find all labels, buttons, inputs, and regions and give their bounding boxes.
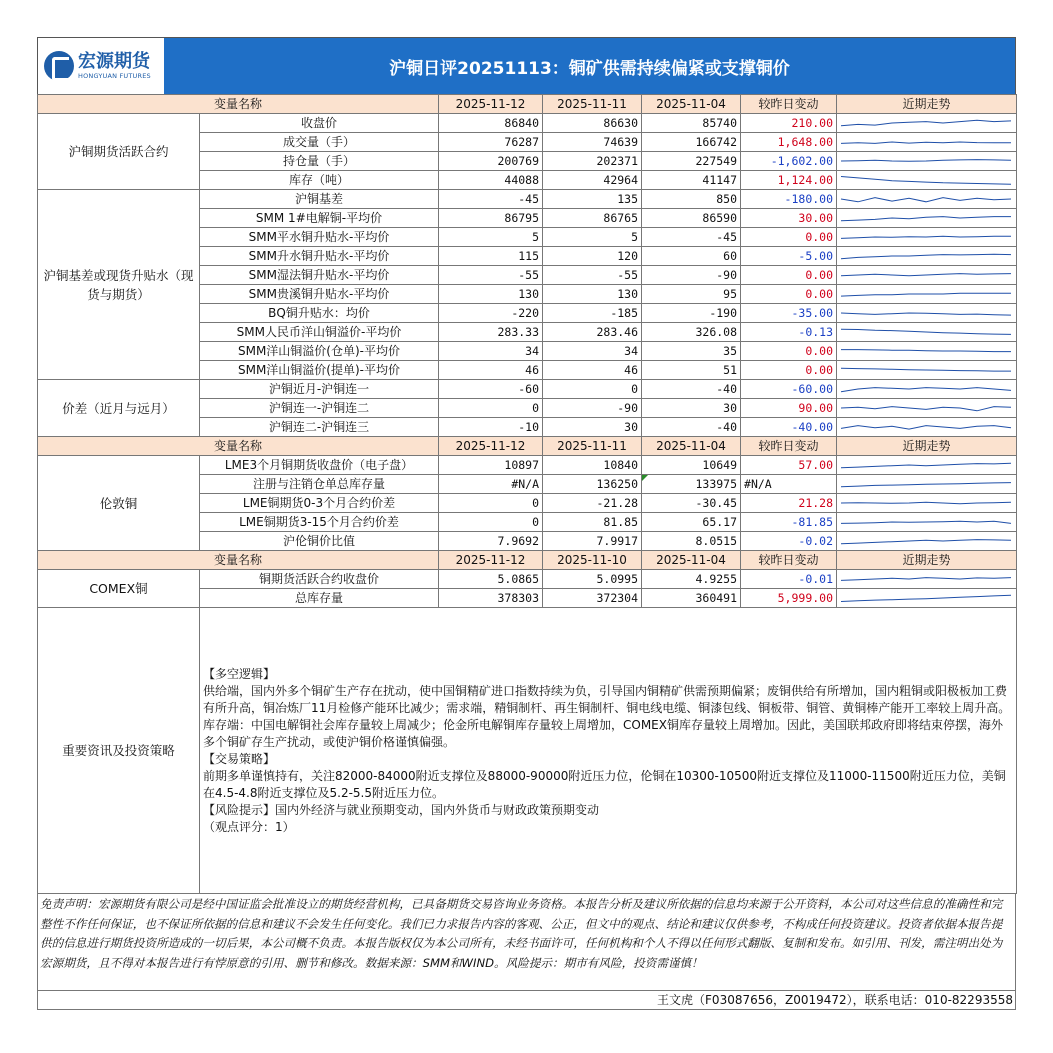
trend-line	[841, 236, 1011, 238]
value-date-2: 10840	[543, 456, 642, 475]
value-date-3: 35	[642, 342, 741, 361]
trend-line	[841, 388, 1011, 392]
trend-cell	[837, 532, 1017, 551]
disclaimer: 免责声明：宏源期货有限公司是经中国证监会批准设立的期货经营机构，已具备期货交易咨询业务资格。本报告分析及建议所依据的信息均来源于公开资料，本公司对这些信息的准确性和完整性不作任何保证，也不保证所依据的信息和建议不会发生任何变化。我们已力求报告内容的客观、公正，但文中的观点、结论和建议仅供参考，不构成任何投资建议。投资者依据本报告提供的信息进行期货投资所造成的一切后果，本公司概不负责。本报告版权仅为本公司所有，未经书面许可，任何机构和个人不得以任何形式翻版、复制和发布。如引用、刊发，需注明出处为宏源期货，且不得对本报告进行有悖原意的引用、删节和修改。数据来源：SMM和WIND。风险提示：期市有风险，投资需谨慎！	[37, 894, 1016, 991]
risk-line	[203, 802, 1013, 819]
value-date-1: 378303	[439, 589, 543, 608]
header-date-3: 2025-11-04	[642, 551, 741, 570]
change-value: 210.00	[741, 114, 837, 133]
trend-line	[841, 142, 1011, 143]
value-date-2: 81.85	[543, 513, 642, 532]
header-trend: 近期走势	[837, 551, 1017, 570]
variable-name: SMM湿法铜升贴水-平均价	[200, 266, 439, 285]
value-date-2: 46	[543, 361, 642, 380]
header-date-3: 2025-11-04	[642, 95, 741, 114]
variable-name: SMM洋山铜溢价(仓单)-平均价	[200, 342, 439, 361]
value-date-3: 133975	[642, 475, 741, 494]
trend-line	[841, 483, 1011, 487]
value-date-1: 5.0865	[439, 570, 543, 589]
trend-sparkline	[839, 401, 1013, 415]
logo-name-en: HONGYUAN FUTURES	[78, 72, 151, 80]
trend-sparkline	[839, 230, 1013, 244]
group-label: 沪铜基差或现货升贴水（现货与期货）	[38, 190, 200, 380]
value-date-1: 10897	[439, 456, 543, 475]
trend-sparkline	[839, 515, 1013, 529]
trend-sparkline	[839, 496, 1013, 510]
variable-name: 沪铜连二-沪铜连三	[200, 418, 439, 437]
value-date-3: -45	[642, 228, 741, 247]
value-date-2: 0	[543, 380, 642, 399]
change-value: 0.00	[741, 228, 837, 247]
trend-sparkline	[839, 382, 1013, 396]
value-date-2: -21.28	[543, 494, 642, 513]
header-change: 较昨日变动	[741, 551, 837, 570]
header-variable: 变量名称	[38, 551, 439, 570]
value-date-3: 41147	[642, 171, 741, 190]
table-row	[38, 114, 1017, 133]
trade-title: 【交易策略】	[203, 751, 276, 766]
value-date-3: 60	[642, 247, 741, 266]
value-date-2: 120	[543, 247, 642, 266]
trend-line	[841, 198, 1011, 202]
value-date-1: 76287	[439, 133, 543, 152]
trend-cell	[837, 513, 1017, 532]
group-label: COMEX铜	[38, 570, 200, 608]
trend-sparkline	[839, 477, 1013, 491]
header-date-2: 2025-11-11	[543, 95, 642, 114]
trend-line	[841, 313, 1011, 315]
trend-cell	[837, 475, 1017, 494]
value-date-2: 7.9917	[543, 532, 642, 551]
trend-cell	[837, 380, 1017, 399]
header-date-1: 2025-11-12	[439, 95, 543, 114]
variable-name: 总库存量	[200, 589, 439, 608]
change-value: -35.00	[741, 304, 837, 323]
value-date-2: 42964	[543, 171, 642, 190]
variable-name: SMM 1#电解铜-平均价	[200, 209, 439, 228]
header-date-1: 2025-11-12	[439, 437, 543, 456]
change-value: 5,999.00	[741, 589, 837, 608]
group-label: 价差（近月与远月）	[38, 380, 200, 437]
trend-sparkline	[839, 116, 1013, 130]
trend-cell	[837, 228, 1017, 247]
table-row	[38, 380, 1017, 399]
trend-line	[841, 217, 1011, 221]
variable-name: 沪铜近月-沪铜连一	[200, 380, 439, 399]
header-change: 较昨日变动	[741, 95, 837, 114]
value-date-2: 5	[543, 228, 642, 247]
value-date-2: -90	[543, 399, 642, 418]
trend-sparkline	[839, 534, 1013, 548]
variable-name: 沪铜连一-沪铜连二	[200, 399, 439, 418]
variable-name: 沪伦铜价比值	[200, 532, 439, 551]
group-label: 沪铜期货活跃合约	[38, 114, 200, 190]
logic-text: 供给端，国内外多个铜矿生产存在扰动，使中国铜精矿进口指数持续为负，引导国内铜精矿供需预期偏紧；废铜供给有所增加，国内粗铜或阳极板加工费有所升高，铜冶炼厂11月检修产能环比减少；需求端，精铜制杆、再生铜制杆、铜电线电缆、铜漆包线、铜板带、铜管、黄铜棒产能开工率较上周升高。库存端：中国电解铜社会库存量较上周减少；伦金所电解铜库存量较上周增加，COMEX铜库存量较上周增加。因此，美国联邦政府即将结束停摆，海外多个铜矿存生产扰动，或使沪铜价格谨慎偏强。	[203, 683, 1011, 749]
strategy-row	[38, 608, 1017, 894]
risk-text: 国内外经济与就业预期变动，国内外货币与财政政策预期变动	[275, 802, 600, 817]
value-date-3: 65.17	[642, 513, 741, 532]
variable-name: SMM洋山铜溢价(提单)-平均价	[200, 361, 439, 380]
variable-name: SMM人民币洋山铜溢价-平均价	[200, 323, 439, 342]
change-value: -40.00	[741, 418, 837, 437]
table-row	[38, 570, 1017, 589]
change-value: #N/A	[741, 475, 837, 494]
value-date-1: 0	[439, 399, 543, 418]
change-value: -60.00	[741, 380, 837, 399]
column-header-row	[38, 551, 1017, 570]
value-date-2: -55	[543, 266, 642, 285]
trend-line	[841, 368, 1011, 371]
trend-line	[841, 463, 1011, 468]
value-date-3: 4.9255	[642, 570, 741, 589]
trend-sparkline	[839, 211, 1013, 225]
trend-sparkline	[839, 458, 1013, 472]
trend-line	[841, 595, 1011, 601]
trend-cell	[837, 285, 1017, 304]
value-date-2: 136250	[543, 475, 642, 494]
value-date-3: 850	[642, 190, 741, 209]
value-date-3: 8.0515	[642, 532, 741, 551]
variable-name: 注册与注销仓单总库存量	[200, 475, 439, 494]
change-value: 0.00	[741, 361, 837, 380]
column-header-row	[38, 95, 1017, 114]
trend-cell	[837, 456, 1017, 475]
trend-cell	[837, 323, 1017, 342]
analyst-contact: 王文虎（F03087656，Z0019472），联系电话：010-82293558	[37, 991, 1016, 1010]
trend-cell	[837, 570, 1017, 589]
strategy-content	[200, 608, 1017, 894]
trend-sparkline	[839, 325, 1013, 339]
value-date-1: 7.9692	[439, 532, 543, 551]
value-date-1: 200769	[439, 152, 543, 171]
value-date-3: 360491	[642, 589, 741, 608]
value-date-1: 115	[439, 247, 543, 266]
change-value: -1,602.00	[741, 152, 837, 171]
value-date-1: 34	[439, 342, 543, 361]
header-date-2: 2025-11-10	[543, 551, 642, 570]
trend-cell	[837, 361, 1017, 380]
trend-cell	[837, 190, 1017, 209]
value-date-3: 326.08	[642, 323, 741, 342]
value-date-3: 227549	[642, 152, 741, 171]
value-date-3: -90	[642, 266, 741, 285]
trend-line	[841, 329, 1011, 334]
value-date-2: 86765	[543, 209, 642, 228]
trend-sparkline	[839, 249, 1013, 263]
change-value: -180.00	[741, 190, 837, 209]
variable-name: 铜期货活跃合约收盘价	[200, 570, 439, 589]
value-date-1: -220	[439, 304, 543, 323]
trend-sparkline	[839, 287, 1013, 301]
change-value: -81.85	[741, 513, 837, 532]
value-date-1: 5	[439, 228, 543, 247]
trend-sparkline	[839, 591, 1013, 605]
value-date-1: -45	[439, 190, 543, 209]
variable-name: LME3个月铜期货收盘价（电子盘）	[200, 456, 439, 475]
trend-line	[841, 407, 1011, 411]
value-date-3: -190	[642, 304, 741, 323]
change-value: 0.00	[741, 266, 837, 285]
header-change: 较昨日变动	[741, 437, 837, 456]
trend-cell	[837, 304, 1017, 323]
value-date-1: 86795	[439, 209, 543, 228]
change-value: -5.00	[741, 247, 837, 266]
strategy-label: 重要资讯及投资策略	[38, 608, 200, 894]
view-score: （观点评分：1）	[203, 819, 295, 834]
variable-name: 持仓量（手）	[200, 152, 439, 171]
value-date-1: -10	[439, 418, 543, 437]
trend-line	[841, 274, 1011, 276]
header-trend: 近期走势	[837, 95, 1017, 114]
trend-cell	[837, 418, 1017, 437]
trend-line	[841, 120, 1011, 126]
trend-cell	[837, 399, 1017, 418]
logic-title: 【多空逻辑】	[203, 666, 276, 681]
change-value: 21.28	[741, 494, 837, 513]
header-variable: 变量名称	[38, 437, 439, 456]
trade-text: 前期多单谨慎持有，关注82000-84000附近支撑位及88000-90000附近压力位，伦铜在10300-10500附近支撑位及11000-11500附近压力位，美铜在4.5-4.8附近支撑位及5.2-5.5附近压力位。	[203, 768, 1006, 800]
value-date-2: 135	[543, 190, 642, 209]
variable-name: LME铜期货3-15个月合约价差	[200, 513, 439, 532]
value-date-1: -55	[439, 266, 543, 285]
value-date-3: 166742	[642, 133, 741, 152]
trend-cell	[837, 114, 1017, 133]
change-value: -0.13	[741, 323, 837, 342]
company-logo	[38, 38, 164, 94]
change-value: 57.00	[741, 456, 837, 475]
column-header-row	[38, 437, 1017, 456]
trend-cell	[837, 209, 1017, 228]
trend-cell	[837, 589, 1017, 608]
value-date-1: 44088	[439, 171, 543, 190]
value-date-2: 372304	[543, 589, 642, 608]
trend-sparkline	[839, 572, 1013, 586]
value-date-2: 74639	[543, 133, 642, 152]
change-value: 30.00	[741, 209, 837, 228]
variable-name: 收盘价	[200, 114, 439, 133]
table-row	[38, 456, 1017, 475]
trend-sparkline	[839, 344, 1013, 358]
trend-sparkline	[839, 363, 1013, 377]
value-date-2: 5.0995	[543, 570, 642, 589]
logo-icon	[44, 51, 74, 81]
trend-cell	[837, 266, 1017, 285]
value-date-3: 51	[642, 361, 741, 380]
header-variable: 变量名称	[38, 95, 439, 114]
trend-line	[841, 293, 1011, 296]
value-date-2: 86630	[543, 114, 642, 133]
value-date-3: 86590	[642, 209, 741, 228]
logo-name-cn: 宏源期货	[78, 51, 150, 72]
trend-cell	[837, 247, 1017, 266]
value-date-3: -40	[642, 418, 741, 437]
value-date-3: -30.45	[642, 494, 741, 513]
value-date-3: 30	[642, 399, 741, 418]
value-date-3: 95	[642, 285, 741, 304]
change-value: 0.00	[741, 285, 837, 304]
value-date-2: 30	[543, 418, 642, 437]
change-value: 1,124.00	[741, 171, 837, 190]
variable-name: BQ铜升贴水：均价	[200, 304, 439, 323]
trend-line	[841, 177, 1011, 185]
trend-line	[841, 578, 1011, 581]
data-table	[37, 94, 1017, 894]
report-sheet	[37, 37, 1016, 1010]
value-date-3: 10649	[642, 456, 741, 475]
trend-line	[841, 426, 1011, 430]
value-date-2: 130	[543, 285, 642, 304]
value-date-1: 86840	[439, 114, 543, 133]
trend-sparkline	[839, 154, 1013, 168]
value-date-2: 283.46	[543, 323, 642, 342]
value-date-1: 0	[439, 494, 543, 513]
variable-name: LME铜期货0-3个月合约价差	[200, 494, 439, 513]
trend-line	[841, 350, 1011, 352]
trend-line	[841, 540, 1011, 544]
value-date-2: -185	[543, 304, 642, 323]
change-value: -0.01	[741, 570, 837, 589]
trend-line	[841, 254, 1011, 258]
value-date-1: 0	[439, 513, 543, 532]
variable-name: SMM升水铜升贴水-平均价	[200, 247, 439, 266]
header-date-2: 2025-11-11	[543, 437, 642, 456]
trend-cell	[837, 133, 1017, 152]
trend-cell	[837, 152, 1017, 171]
variable-name: 成交量（手）	[200, 133, 439, 152]
value-date-3: 85740	[642, 114, 741, 133]
trend-sparkline	[839, 173, 1013, 187]
variable-name: 库存（吨）	[200, 171, 439, 190]
change-value: 90.00	[741, 399, 837, 418]
trend-cell	[837, 171, 1017, 190]
trend-sparkline	[839, 268, 1013, 282]
header-date-1: 2025-11-12	[439, 551, 543, 570]
report-header	[37, 37, 1016, 94]
value-date-1: -60	[439, 380, 543, 399]
value-date-2: 202371	[543, 152, 642, 171]
report-title: 沪铜日评20251113：铜矿供需持续偏紧或支撑铜价	[164, 38, 1015, 94]
value-date-1: 283.33	[439, 323, 543, 342]
trend-sparkline	[839, 420, 1013, 434]
change-value: -0.02	[741, 532, 837, 551]
trend-cell	[837, 342, 1017, 361]
value-date-2: 34	[543, 342, 642, 361]
trend-line	[841, 521, 1011, 523]
trend-line	[841, 160, 1011, 162]
trend-line	[841, 502, 1011, 503]
value-date-3: -40	[642, 380, 741, 399]
risk-title: 【风险提示】	[203, 802, 276, 817]
value-date-1: 130	[439, 285, 543, 304]
change-value: 1,648.00	[741, 133, 837, 152]
value-date-1: #N/A	[439, 475, 543, 494]
table-row	[38, 190, 1017, 209]
header-trend: 近期走势	[837, 437, 1017, 456]
header-date-3: 2025-11-04	[642, 437, 741, 456]
trend-cell	[837, 494, 1017, 513]
group-label: 伦敦铜	[38, 456, 200, 551]
trend-sparkline	[839, 192, 1013, 206]
value-date-1: 46	[439, 361, 543, 380]
trend-sparkline	[839, 135, 1013, 149]
trend-sparkline	[839, 306, 1013, 320]
variable-name: SMM平水铜升贴水-平均价	[200, 228, 439, 247]
change-value: 0.00	[741, 342, 837, 361]
variable-name: SMM贵溪铜升贴水-平均价	[200, 285, 439, 304]
variable-name: 沪铜基差	[200, 190, 439, 209]
